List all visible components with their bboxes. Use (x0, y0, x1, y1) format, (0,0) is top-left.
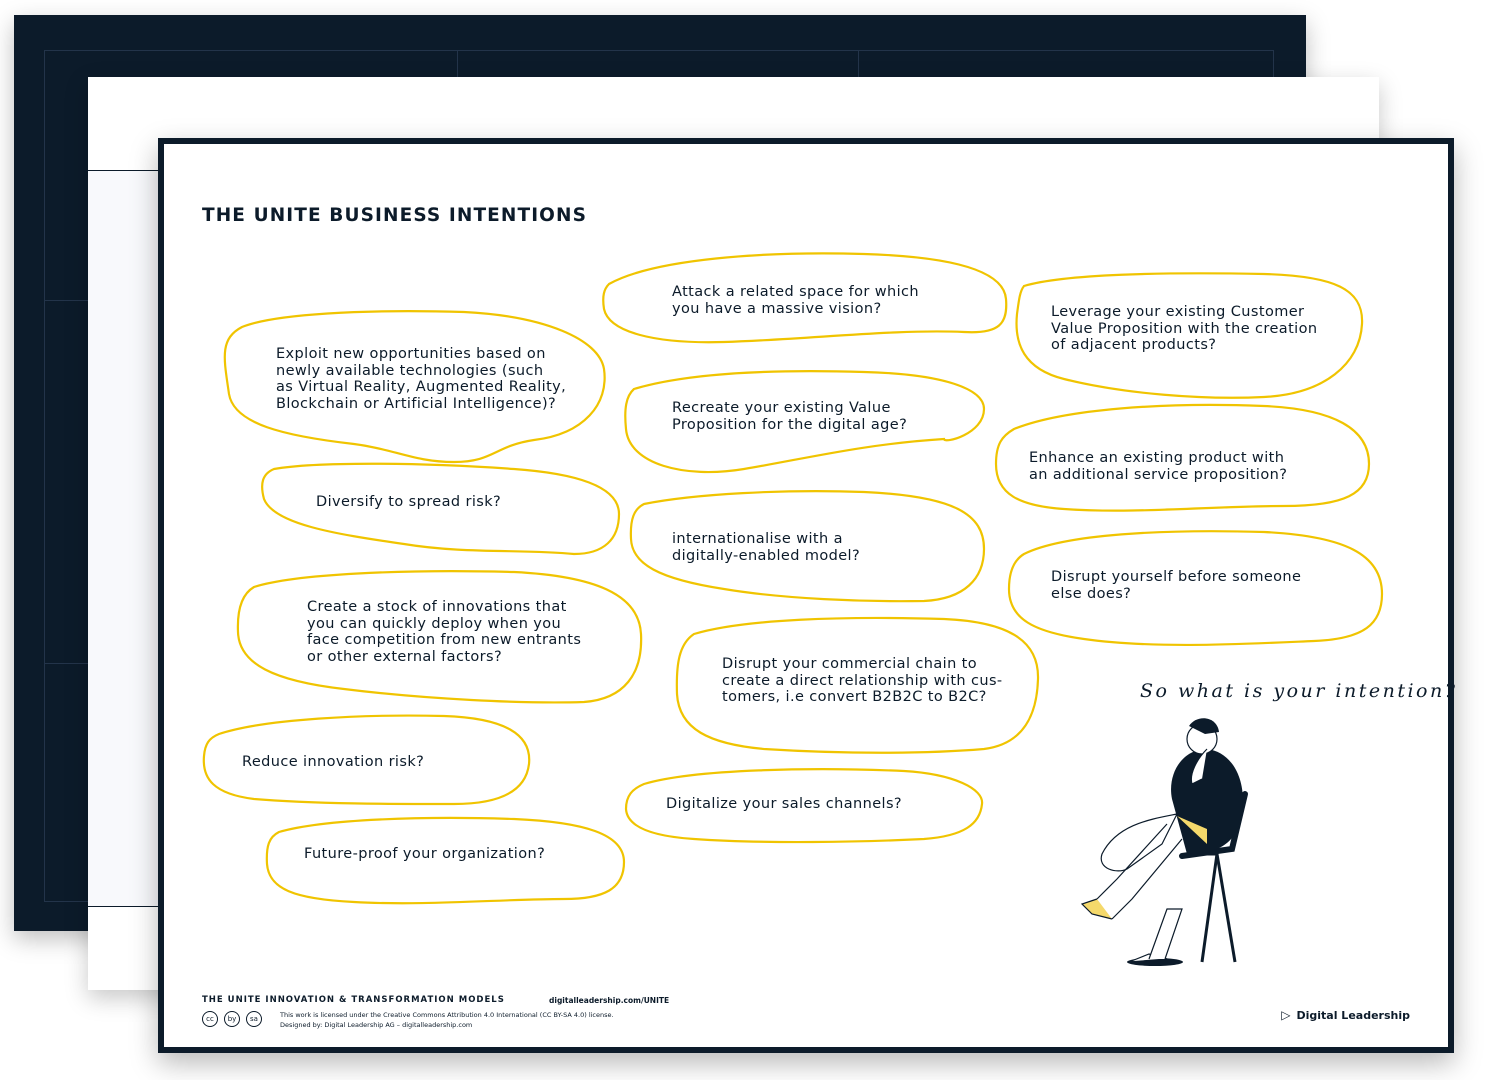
license-icons (202, 1011, 262, 1027)
license-text: This work is licensed under the Creative Commons Attribution 4.0 International (CC BY-SA 4.0) license. (280, 1011, 614, 1019)
question-text: Disrupt your commercial chain to create a direct relationship with cus- tomers, i.e convert B2B2C to B2C? (722, 656, 1003, 705)
question-text: Exploit new opportunities based on newly available technologies (such as Virtual Reality, Augmented Reality, Blockchain or Artificial Intelligence)? (276, 346, 567, 412)
question-text: Enhance an existing product with an additional service proposition? (1029, 450, 1288, 483)
footer-models-label: THE UNITE INNOVATION & TRANSFORMATION MODELS (202, 995, 505, 1005)
question-text: Future-proof your organization? (304, 846, 546, 862)
brand-logo-icon: ▷ (1281, 1008, 1291, 1022)
intentions-card (158, 138, 1458, 1053)
question-text: Disrupt yourself before someone else does? (1051, 569, 1302, 602)
thought-caption: So what is your intention? (1140, 680, 1458, 702)
cc-icon: cc (202, 1011, 218, 1027)
footer-url[interactable]: digitalleadership.com/UNITE (549, 996, 670, 1005)
designed-by-text: Designed by: Digital Leadership AG – digitalleadership.com (280, 1021, 473, 1029)
question-text: Leverage your existing Customer Value Proposition with the creation of adjacent products? (1051, 304, 1318, 353)
attribution-icon: by (224, 1011, 240, 1027)
brand (1281, 1008, 1410, 1022)
question-text: Diversify to spread risk? (316, 494, 502, 510)
question-text: Reduce innovation risk? (242, 754, 425, 770)
intentions-card-body (164, 144, 1458, 1047)
question-text: Create a stock of innovations that you can quickly deploy when you face competition from new entrants or other external factors? (307, 599, 582, 665)
thinking-person-illustration (1057, 704, 1307, 969)
card-title: THE UNITE BUSINESS INTENTIONS (202, 205, 588, 226)
question-text: Digitalize your sales channels? (666, 796, 902, 812)
question-text: Recreate your existing Value Proposition for the digital age? (672, 400, 908, 433)
brand-name: Digital Leadership (1296, 1008, 1410, 1022)
question-text: internationalise with a digitally-enabled model? (672, 531, 861, 564)
share-alike-icon: sa (246, 1011, 262, 1027)
question-text: Attack a related space for which you have a massive vision? (672, 284, 920, 317)
